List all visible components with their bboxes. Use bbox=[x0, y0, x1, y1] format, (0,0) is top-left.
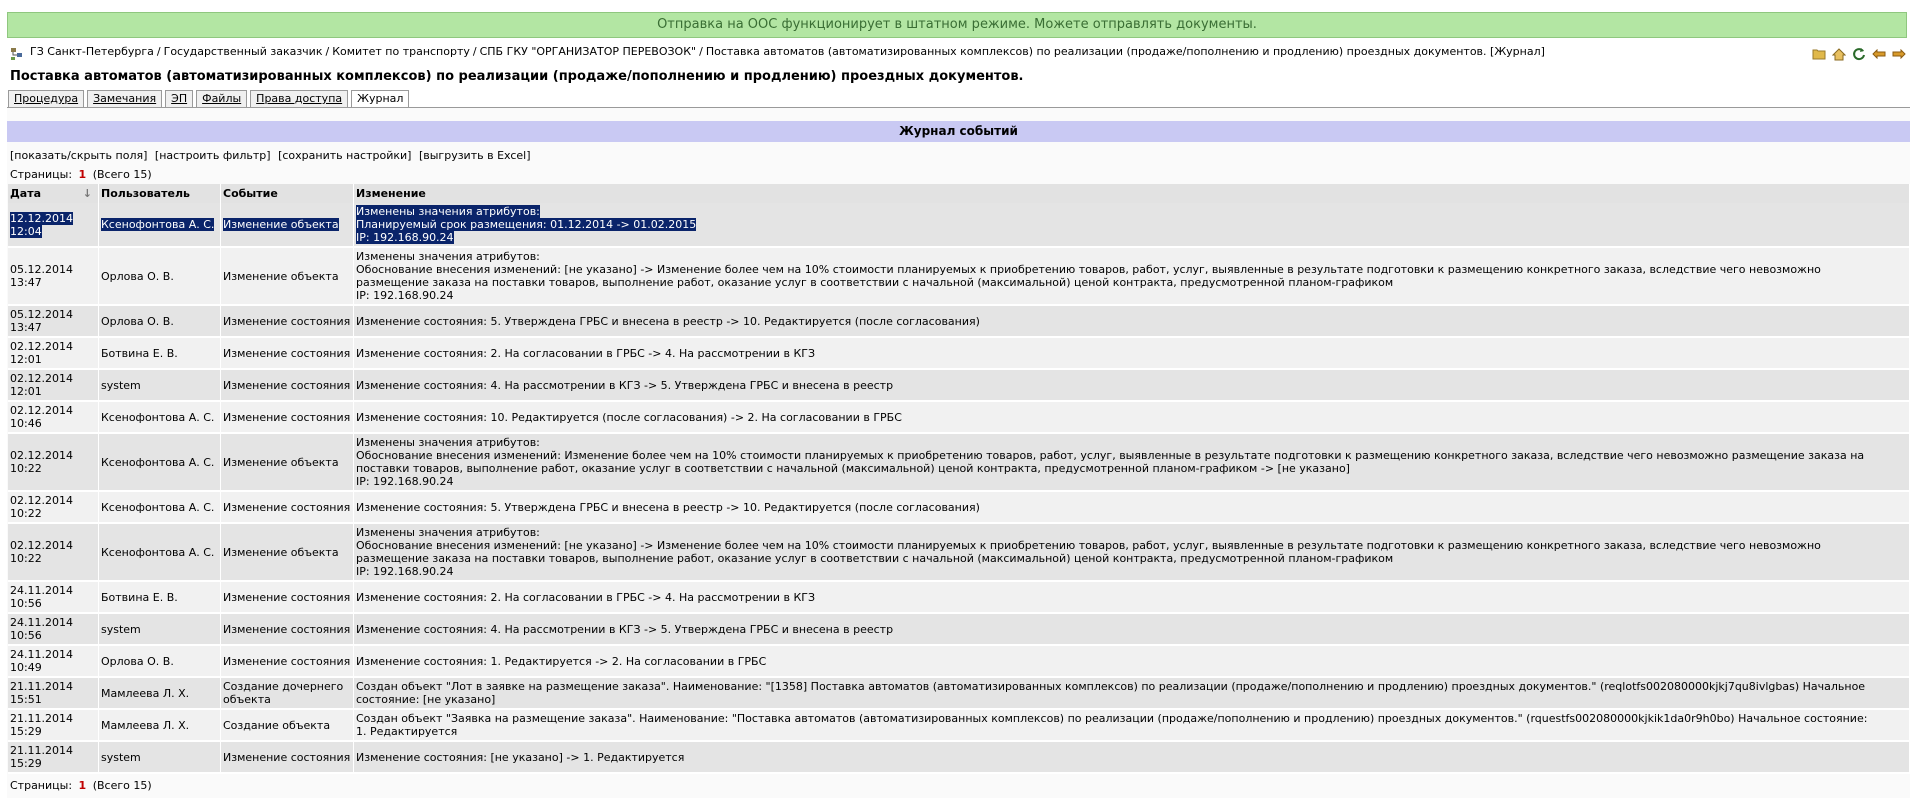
breadcrumb-separator: / bbox=[325, 45, 330, 58]
cell-text: Ботвина Е. В. bbox=[101, 590, 178, 604]
cell-event bbox=[221, 401, 354, 433]
cell-date bbox=[8, 613, 99, 645]
cell-text: Ботвина Е. В. bbox=[101, 346, 178, 360]
cell-text: Изменение объекта bbox=[223, 218, 339, 231]
cell-text: Изменение состояния: 10. Редактируется (после согласования) -> 2. На согласовании в ГРБС bbox=[356, 410, 902, 424]
cell-user bbox=[99, 523, 221, 581]
cell-event bbox=[221, 491, 354, 523]
tab-5[interactable]: Журнал bbox=[351, 90, 409, 108]
cell-text: Изменение состояния: 5. Утверждена ГРБС и внесена в реестр -> 10. Редактируется (после согласования) bbox=[356, 500, 980, 514]
cell-text: Изменены значения атрибутов: Обоснование внесения изменений: [не указано] -> Изменение более чем на 10% стоимости планируемых к приобретению товаров, работ, услуг, выявленные в результате подготовки к размещению конкретного заказа, вследствие чего невозможно размещение заказа на поставки товаров, выполнение работ, оказание услуг в соответствии с начальной (максимальной) ценой контракта, предусмотренной планом-графиком IP: 192.168.90.24 bbox=[356, 250, 1821, 302]
save-settings-link[interactable]: [сохранить настройки] bbox=[278, 149, 412, 162]
cell-text: 24.11.2014 10:56 bbox=[10, 584, 73, 610]
cell-user bbox=[99, 741, 221, 773]
cell-text: Создание объекта bbox=[223, 718, 331, 732]
cell-date bbox=[8, 677, 99, 709]
cell-text: 02.12.2014 10:46 bbox=[10, 404, 73, 430]
show-hide-fields-link[interactable]: [показать/скрыть поля] bbox=[10, 149, 148, 162]
events-table-body bbox=[8, 203, 1910, 773]
back-arrow-icon[interactable] bbox=[1871, 46, 1887, 62]
table-row[interactable] bbox=[8, 677, 1910, 709]
folder-icon[interactable] bbox=[1811, 46, 1827, 62]
cell-text: 24.11.2014 10:49 bbox=[10, 648, 73, 674]
cell-text: Изменение состояния bbox=[223, 410, 351, 424]
cell-change bbox=[354, 247, 1910, 305]
cell-change bbox=[354, 369, 1910, 401]
cell-user bbox=[99, 247, 221, 305]
cell-text: Создан объект "Лот в заявке на размещение заказа". Наименование: "[1358] Поставка автоматов (автоматизированных комплексов) по реализации (продаже/пополнению и продлению) проездных документов." (reqlotfs002080000kjkj7qu8ivlgbas) Начальное состояние: [не указано] bbox=[356, 680, 1866, 706]
cell-date bbox=[8, 491, 99, 523]
cell-text: Орлова О. В. bbox=[101, 269, 174, 283]
status-notice-banner: Отправка на ООС функционирует в штатном режиме. Можете отправлять документы. bbox=[7, 12, 1907, 38]
table-row[interactable] bbox=[8, 581, 1910, 613]
cell-event bbox=[221, 203, 354, 247]
tab-1[interactable]: Замечания bbox=[87, 90, 162, 108]
table-row[interactable] bbox=[8, 523, 1910, 581]
cell-text: Изменение состояния: 2. На согласовании в ГРБС -> 4. На рассмотрении в КГЗ bbox=[356, 590, 816, 604]
cell-text: Изменение состояния: 5. Утверждена ГРБС и внесена в реестр -> 10. Редактируется (после согласования) bbox=[356, 314, 980, 328]
table-row[interactable] bbox=[8, 613, 1910, 645]
cell-text: system bbox=[101, 750, 141, 764]
cell-text: system bbox=[101, 622, 141, 636]
cell-text: Орлова О. В. bbox=[101, 314, 174, 328]
cell-text: 02.12.2014 10:22 bbox=[10, 494, 73, 520]
sort-desc-icon[interactable]: ↓ bbox=[82, 187, 92, 200]
cell-text: 12.12.2014 12:04 bbox=[10, 211, 73, 238]
tab-2[interactable]: ЭП bbox=[165, 90, 193, 108]
column-header-user[interactable]: Пользователь bbox=[99, 184, 221, 203]
table-row[interactable] bbox=[8, 741, 1910, 773]
cell-text: Изменены значения атрибутов: Планируемый срок размещения: 01.12.2014 -> 01.02.2015 IP: 192.168.90.24 bbox=[356, 205, 697, 244]
breadcrumb-separator: / bbox=[699, 45, 703, 58]
breadcrumb-item[interactable]: ГЗ Санкт-Петербурга bbox=[30, 45, 154, 58]
cell-change bbox=[354, 613, 1910, 645]
table-row[interactable] bbox=[8, 247, 1910, 305]
tab-0[interactable]: Процедура bbox=[8, 90, 84, 108]
breadcrumb-item: Поставка автоматов (автоматизированных комплексов) по реализации (продаже/пополнению и продлению) проездных документов. [Журнал] bbox=[705, 45, 1545, 58]
pager-page-link[interactable]: 1 bbox=[78, 168, 87, 181]
cell-text: Создание дочернего объекта bbox=[223, 680, 344, 706]
cell-text: Ксенофонтова А. С. bbox=[101, 455, 215, 469]
breadcrumb-separator: / bbox=[472, 45, 477, 58]
cell-text: Изменение состояния bbox=[223, 750, 351, 764]
cell-change bbox=[354, 645, 1910, 677]
cell-event bbox=[221, 369, 354, 401]
breadcrumb-bar bbox=[7, 43, 1911, 65]
pager-label: Страницы: bbox=[10, 779, 73, 792]
cell-text: 21.11.2014 15:29 bbox=[10, 744, 73, 770]
cell-change bbox=[354, 523, 1910, 581]
cell-date bbox=[8, 433, 99, 491]
cell-text: Изменение состояния bbox=[223, 500, 351, 514]
table-row[interactable] bbox=[8, 491, 1910, 523]
cell-text: Изменение состояния bbox=[223, 346, 351, 360]
column-header-event[interactable]: Событие bbox=[221, 184, 354, 203]
cell-text: 24.11.2014 10:56 bbox=[10, 616, 73, 642]
cell-text: Изменение объекта bbox=[223, 545, 339, 559]
cell-event bbox=[221, 247, 354, 305]
column-header-date-label: Дата bbox=[10, 187, 42, 200]
cell-user bbox=[99, 581, 221, 613]
pager-total: (Всего 15) bbox=[92, 168, 152, 181]
nav-icons bbox=[1811, 46, 1907, 62]
tree-icon[interactable] bbox=[10, 47, 24, 61]
cell-text: 02.12.2014 10:22 bbox=[10, 539, 73, 565]
pager-page-link[interactable]: 1 bbox=[78, 779, 87, 792]
cell-text: 02.12.2014 12:01 bbox=[10, 340, 73, 366]
cell-text: Ксенофонтова А. С. bbox=[101, 218, 215, 231]
cell-change bbox=[354, 433, 1910, 491]
cell-text: Ксенофонтова А. С. bbox=[101, 545, 215, 559]
cell-user bbox=[99, 613, 221, 645]
table-header-row bbox=[8, 184, 1910, 203]
cell-text: Изменение объекта bbox=[223, 269, 339, 283]
cell-date bbox=[8, 645, 99, 677]
cell-date bbox=[8, 709, 99, 741]
tab-3[interactable]: Файлы bbox=[196, 90, 247, 108]
cell-user bbox=[99, 491, 221, 523]
cell-change bbox=[354, 581, 1910, 613]
cell-text: Изменение объекта bbox=[223, 455, 339, 469]
cell-user bbox=[99, 305, 221, 337]
breadcrumb-item[interactable]: Государственный заказчик bbox=[163, 45, 323, 58]
cell-change bbox=[354, 337, 1910, 369]
cell-text: Орлова О. В. bbox=[101, 654, 174, 668]
tab-bar bbox=[8, 90, 409, 108]
column-header-date[interactable] bbox=[8, 184, 99, 203]
cell-event bbox=[221, 305, 354, 337]
tab-4[interactable]: Права доступа bbox=[250, 90, 348, 108]
export-excel-link[interactable]: [выгрузить в Excel] bbox=[418, 149, 531, 162]
cell-event bbox=[221, 581, 354, 613]
cell-event bbox=[221, 741, 354, 773]
cell-user bbox=[99, 677, 221, 709]
cell-text: Изменены значения атрибутов: Обоснование внесения изменений: Изменение более чем на 10% стоимости планируемых к приобретению товаров, работ, услуг, выявленные в результате подготовки к размещению конкретного заказа, вследствие чего невозможно размещение заказа на поставки товаров, выполнение работ, оказание услуг в соответствии с начальной (максимальной) ценой контракта, предусмотренной планом-графиком -> [не указано] IP: 192.168.90.24 bbox=[356, 436, 1865, 488]
table-row[interactable] bbox=[8, 369, 1910, 401]
cell-user bbox=[99, 433, 221, 491]
cell-date bbox=[8, 523, 99, 581]
cell-user bbox=[99, 645, 221, 677]
cell-date bbox=[8, 203, 99, 247]
cell-date bbox=[8, 401, 99, 433]
cell-date bbox=[8, 369, 99, 401]
cell-event bbox=[221, 709, 354, 741]
cell-event bbox=[221, 433, 354, 491]
cell-change bbox=[354, 491, 1910, 523]
cell-date bbox=[8, 337, 99, 369]
cell-text: Ксенофонтова А. С. bbox=[101, 410, 215, 424]
breadcrumb bbox=[30, 45, 1545, 58]
cell-user bbox=[99, 337, 221, 369]
table-row[interactable] bbox=[8, 401, 1910, 433]
page-title: Поставка автоматов (автоматизированных комплексов) по реализации (продаже/пополнению и продлению) проездных документов. bbox=[10, 69, 1024, 84]
cell-date bbox=[8, 741, 99, 773]
breadcrumb-item[interactable]: СПБ ГКУ "ОРГАНИЗАТОР ПЕРЕВОЗОК" bbox=[479, 45, 697, 58]
cell-event bbox=[221, 523, 354, 581]
cell-text: Создан объект "Заявка на размещение заказа". Наименование: "Поставка автоматов (автоматизированных комплексов) по реализации (продаже/пополнению и продлению) проездных документов." (rquestfs002080000kjkik1da0r9h0bo) Начальное состояние: 1. Редактируется bbox=[356, 712, 1868, 738]
journal-panel bbox=[7, 107, 1910, 798]
table-row[interactable] bbox=[8, 337, 1910, 369]
journal-toolbar bbox=[10, 149, 535, 162]
cell-user bbox=[99, 369, 221, 401]
cell-text: Мамлеева Л. Х. bbox=[101, 718, 190, 732]
cell-text: 02.12.2014 10:22 bbox=[10, 449, 73, 475]
cell-text: Изменение состояния bbox=[223, 378, 351, 392]
cell-user bbox=[99, 709, 221, 741]
cell-change bbox=[354, 401, 1910, 433]
table-row[interactable] bbox=[8, 433, 1910, 491]
pager-total: (Всего 15) bbox=[92, 779, 152, 792]
cell-event bbox=[221, 677, 354, 709]
pager-bottom bbox=[10, 779, 152, 792]
cell-change bbox=[354, 203, 1910, 247]
table-row[interactable] bbox=[8, 645, 1910, 677]
table-row[interactable] bbox=[8, 709, 1910, 741]
column-header-change[interactable]: Изменение bbox=[354, 184, 1910, 203]
cell-text: 05.12.2014 13:47 bbox=[10, 308, 73, 334]
cell-text: 02.12.2014 12:01 bbox=[10, 372, 73, 398]
cell-text: Изменение состояния: 1. Редактируется -> 2. На согласовании в ГРБС bbox=[356, 654, 767, 668]
cell-text: Изменение состояния bbox=[223, 622, 351, 636]
cell-change bbox=[354, 709, 1910, 741]
cell-text: Ксенофонтова А. С. bbox=[101, 500, 215, 514]
cell-text: Мамлеева Л. Х. bbox=[101, 686, 190, 700]
pager-top bbox=[10, 168, 152, 181]
events-table bbox=[8, 184, 1910, 774]
breadcrumb-separator: / bbox=[156, 45, 161, 58]
cell-date bbox=[8, 305, 99, 337]
pager-label: Страницы: bbox=[10, 168, 73, 181]
cell-text: 21.11.2014 15:51 bbox=[10, 680, 73, 706]
cell-text: Изменение состояния bbox=[223, 314, 351, 328]
cell-event bbox=[221, 613, 354, 645]
refresh-icon[interactable] bbox=[1851, 46, 1867, 62]
table-row[interactable] bbox=[8, 305, 1910, 337]
table-row[interactable] bbox=[8, 203, 1910, 247]
cell-text: Изменение состояния bbox=[223, 654, 351, 668]
cell-text: Изменение состояния: [не указано] -> 1. Редактируется bbox=[356, 750, 685, 764]
configure-filter-link[interactable]: [настроить фильтр] bbox=[154, 149, 271, 162]
journal-title: Журнал событий bbox=[7, 121, 1910, 142]
cell-text: Изменение состояния: 4. На рассмотрении в КГЗ -> 5. Утверждена ГРБС и внесена в реестр bbox=[356, 622, 894, 636]
cell-date bbox=[8, 581, 99, 613]
cell-text: 05.12.2014 13:47 bbox=[10, 263, 73, 289]
cell-text: system bbox=[101, 378, 141, 392]
forward-arrow-icon[interactable] bbox=[1891, 46, 1907, 62]
cell-text: Изменены значения атрибутов: Обоснование внесения изменений: [не указано] -> Изменение более чем на 10% стоимости планируемых к приобретению товаров, работ, услуг, выявленные в результате подготовки к размещению конкретного заказа, вследствие чего невозможно размещение заказа на поставки товаров, выполнение работ, оказание услуг в соответствии с начальной (максимальной) ценой контракта, предусмотренной планом-графиком IP: 192.168.90.24 bbox=[356, 526, 1821, 578]
cell-text: 21.11.2014 15:29 bbox=[10, 712, 73, 738]
cell-text: Изменение состояния: 2. На согласовании в ГРБС -> 4. На рассмотрении в КГЗ bbox=[356, 346, 816, 360]
cell-event bbox=[221, 645, 354, 677]
cell-text: Изменение состояния bbox=[223, 590, 351, 604]
cell-user bbox=[99, 203, 221, 247]
cell-text: Изменение состояния: 4. На рассмотрении в КГЗ -> 5. Утверждена ГРБС и внесена в реестр bbox=[356, 378, 894, 392]
cell-event bbox=[221, 337, 354, 369]
cell-change bbox=[354, 741, 1910, 773]
cell-user bbox=[99, 401, 221, 433]
breadcrumb-item[interactable]: Комитет по транспорту bbox=[332, 45, 470, 58]
cell-change bbox=[354, 305, 1910, 337]
cell-change bbox=[354, 677, 1910, 709]
cell-date bbox=[8, 247, 99, 305]
home-icon[interactable] bbox=[1831, 46, 1847, 62]
